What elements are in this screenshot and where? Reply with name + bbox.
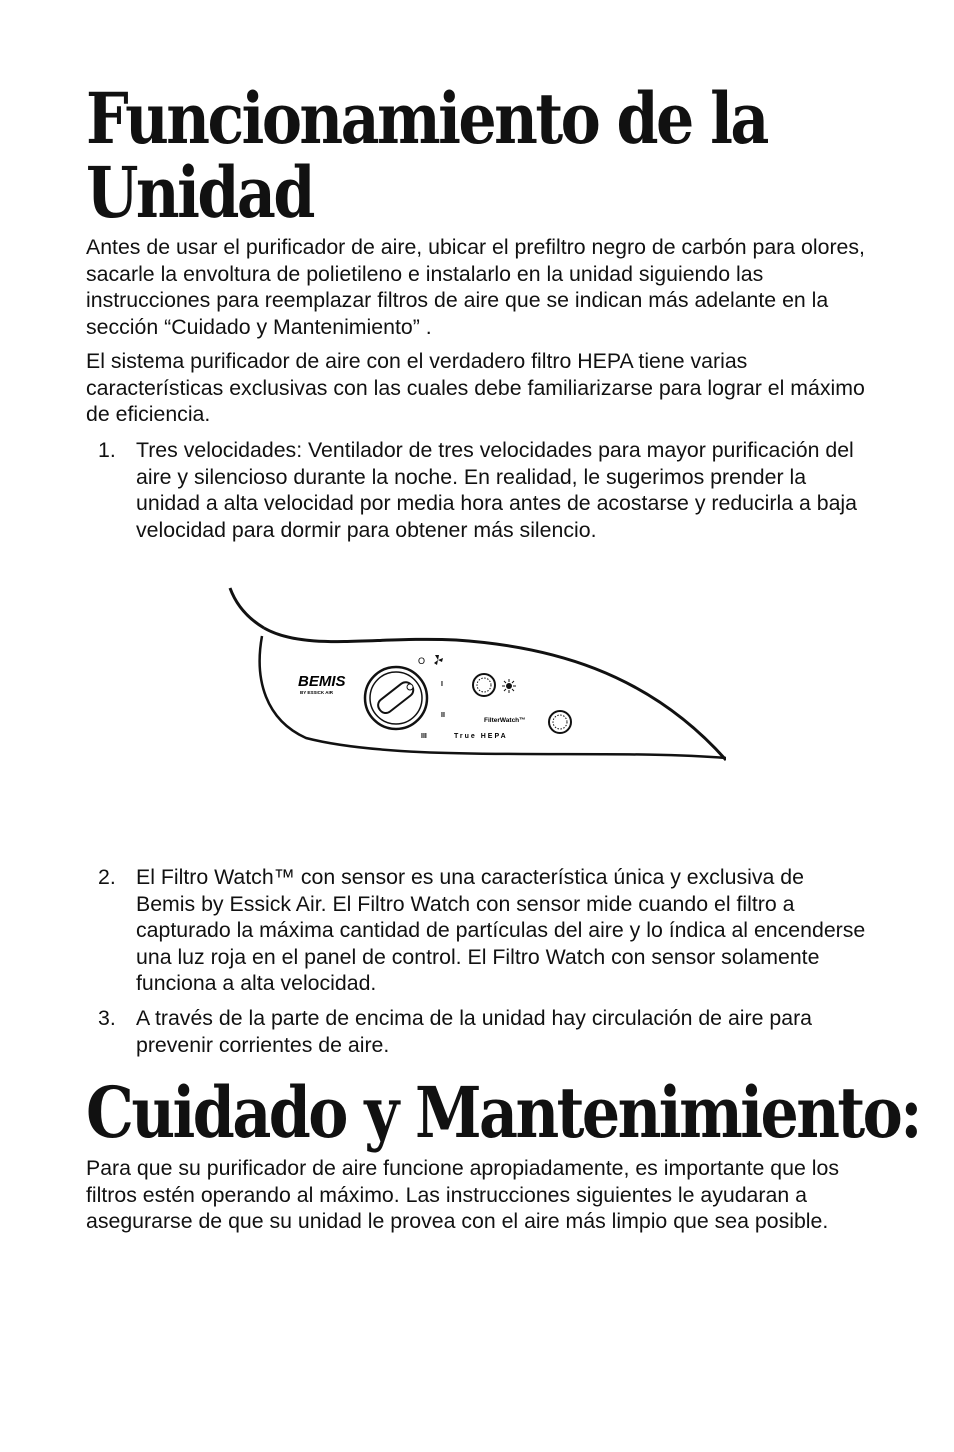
speed-1-label: I xyxy=(441,681,443,688)
list-item-text: A través de la parte de encima de la unidad hay circulación de aire para prevenir corrientes de aire. xyxy=(136,1006,812,1057)
model-label: True HEPA xyxy=(454,733,508,740)
section-title-cuidado: Cuidado y Mantenimiento: xyxy=(86,1071,920,1154)
list-item-number: 3. xyxy=(98,1006,116,1030)
light-button[interactable] xyxy=(473,674,495,696)
list-item-text: El Filtro Watch™ con sensor es una característica única y exclusiva de Bemis by Essick Air. El Filtro Watch con sensor mide cuando el filtro a capturado la máxima cantidad de partículas del aire y lo índica al encenderse una luz roja en el panel de control. El Filtro Watch con sensor solamente funciona a alta velocidad. xyxy=(136,865,866,995)
unit-top-curve xyxy=(264,628,726,760)
brand-name: BEMIS xyxy=(298,673,346,690)
filterwatch-button[interactable] xyxy=(549,711,571,733)
care-paragraph: Para que su purificador de aire funcione apropiadamente, es importante que los filtros estén operando al máximo. Las instrucciones siguientes le ayudaran a asegurarse de que su unidad le provea con el aire más limpio que sea posible. xyxy=(86,1156,839,1233)
unit-top-outline xyxy=(230,588,264,628)
brand-subtitle: BY ESSICK AIR xyxy=(300,690,334,695)
dial-pointer xyxy=(407,684,413,690)
bemis-logo xyxy=(298,673,346,695)
speed-off-label: O xyxy=(418,656,426,666)
list-item-text: Tres velocidades: Ventilador de tres velocidades para mayor purificación del aire y silencioso durante la noche. En realidad, le sugerimos prender la unidad a alta velocidad por media hora antes de acostarse y reducirla a baja velocidad para dormir para obtener más silencio. xyxy=(136,438,857,542)
list-item-number: 1. xyxy=(98,438,116,462)
speed-dial[interactable] xyxy=(365,667,427,729)
title-line-2: Unidad xyxy=(86,151,313,234)
fan-icon xyxy=(434,655,443,665)
filterwatch-label: FilterWatch™ xyxy=(484,717,526,724)
title-line-1: Funcionamiento de la xyxy=(86,77,767,160)
intro-paragraph: Antes de usar el purificador de aire, ubicar el prefiltro negro de carbón para olores, sacarle la envoltura de polietileno e instalarlo en la unidad siguiendo las instrucciones para reemplazar filtros de aire que se indican más adelante en la sección “Cuidado y Mantenimiento” . xyxy=(86,235,865,339)
features-paragraph: El sistema purificador de aire con el verdadero filtro HEPA tiene varias características exclusivas con las cuales debe familiarizarse para lograr el máximo de eficiencia. xyxy=(86,349,865,426)
list-item-number: 2. xyxy=(98,865,116,889)
speed-2-label: II xyxy=(441,712,445,719)
section-title-funcionamiento xyxy=(86,77,767,234)
light-icon xyxy=(502,679,516,693)
control-panel-illustration xyxy=(226,580,726,780)
speed-3-label: III xyxy=(421,733,427,740)
